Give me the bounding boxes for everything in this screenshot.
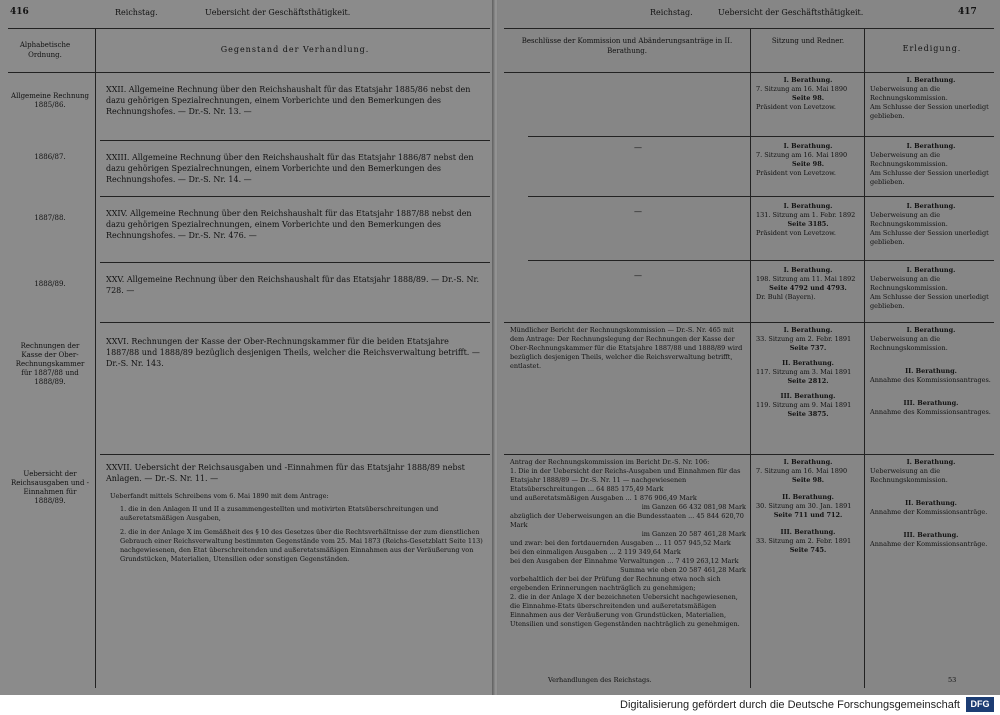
rule [100, 322, 490, 323]
col-head-done: Erledigung. [902, 44, 962, 53]
rule [100, 454, 490, 455]
rule [8, 28, 490, 29]
done-cell: I. Berathung. Ueberweisung an die Rechnungskommission. II. Berathung. Annahme des Kommissionsantrages. III. Berathung. Annahme des Kommissionsantrages. [870, 326, 991, 416]
row-label: 1888/89. [34, 280, 66, 288]
row-text: XXII. Allgemeine Rechnung über den Reichshaushalt für das Etatsjahr 1885/86 nebst den dazu gehörigen Spezialrechnungen, einem Vorberichte und den Bemerkungen des Rechnungshofes. — Dr.-S. Nr. 13. — [106, 85, 471, 116]
row-text: XXIII. Allgemeine Rechnung über den Reichshaushalt für das Etatsjahr 1886/87 nebst den dazu gehörigen Spezialrechnungen, einem Vorberichte und den Bemerkungen des Rechnungshofes. — Dr.-S. Nr. 14. — [106, 153, 474, 184]
right-header-left: Reichstag. [650, 8, 693, 17]
resolution-cell: Mündlicher Bericht der Rechnungskommission — Dr.-S. Nr. 465 mit dem Antrage: Der Rechnungslegung der Rechnungen der Kasse der Ober-Rechnungskammer für die Etatsjahre 1887/88 und 1888/89 wird bezüglich desjenigen Theils, welcher die Reichsverwaltung betrifft, entlastet. [510, 326, 743, 370]
rule [504, 454, 994, 455]
done-cell: I. Berathung. Ueberweisung an die Rechnungskommission. Am Schlusse der Session unerledigt geblieben. [870, 266, 989, 310]
done-cell: I. Berathung. Ueberweisung an die Rechnungskommission. II. Berathung. Annahme der Kommissionsanträge. III. Berathung. Annahme der Kommissionsanträge. [870, 458, 988, 548]
rule [528, 136, 994, 137]
column-divider [750, 28, 751, 688]
row-item: 2. die in der Anlage X im Gemäßheit des § 10 des Gesetzes über die Rechtsverhältnisse der zum dienstlichen Gebrauch einer Reichsverwaltung bestimmten Gegenstände vom 25. Mai 1873 (Reichs-Gesetzblatt Seite 113) nachgewiesenen, den Etat überschreitenden und außeretatsmäßigen Einnahmen aus der Veräußerung von Grundstücken, Materialien, Utensilien oder sonstigen Gegenständen. [120, 528, 483, 563]
left-page [0, 0, 495, 695]
row-text: XXVII. Uebersicht der Reichsausgaben und -Einnahmen für das Etatsjahr 1888/89 nebst Anlagen. — Dr.-S. Nr. 11. — [106, 463, 465, 483]
row-item: 1. die in den Anlagen II und II a zusammengestellten und motivirten Etatsüberschreitungen und außeretatsmäßigen Ausgaben, [120, 505, 439, 522]
col-head-subject: Gegenstand der Verhandlung. [220, 45, 370, 54]
session-cell: I. Berathung. 7. Sitzung am 16. Mai 1890 Seite 98. Präsident von Levetzow. [756, 76, 848, 111]
row-label: Rechnungen der Kasse der Ober-Rechnungskammer für 1887/88 und 1888/89. [15, 342, 85, 386]
left-header-center: Uebersicht der Geschäftsthätigkeit. [205, 8, 351, 17]
dfg-logo: DFG [966, 697, 994, 712]
resolution-cell: Antrag der Rechnungskommission im Bericht Dr.-S. Nr. 106: 1. Die in der Uebersicht der Reichs-Ausgaben und Einnahmen für das Etatsjahr 1888/89 — Dr.-S. Nr. 11 — nachgewiesenen Etatsüberschreitungen ... 64 885 175,49 Mark und außeretatsmäßigen Ausgaben ... 1 876 906,49 Mark im Ganzen 66 432 081,98 Mark abzüglich der Ueberweisungen an die Bundesstaaten ... 45 844 620,70 Mark im Ganzen 20 587 461,28 Mark und zwar: bei den fortdauernden Ausgaben ... 11 057 945,52 Mark bei den einmaligen Ausgaben ... 2 119 349,64 Mark bei den Ausgaben der Einnahme Verwaltungen ... 7 419 263,12 Mark Summa wie oben 20 587 461,28 Mark vorbehaltlich der bei der Prüfung der Rechnung etwa noch sich ergebenden Erinnerungen nachträglich zu genehmigen; 2. die in der Anlage X der bezeichneten Uebersicht nachgewiesenen, die Einnahme-Etats überschreitenden und außeretatsmäßigen Einnahmen aus der Veräußerung von Grundstücken, Materialien, Utensilien und sonstigen Gegenständen nachträglich zu genehmigen. [510, 458, 746, 628]
session-cell: I. Berathung. 33. Sitzung am 2. Febr. 1891 Seite 737. II. Berathung. 117. Sitzung am 3. Mai 1891 Seite 2812. III. Berathung. 119. Sitzung am 9. Mai 1891 Seite 3875. [756, 326, 852, 418]
rule [504, 72, 994, 73]
row-label: Allgemeine Rechnung 1885/86. [11, 92, 89, 109]
session-cell: I. Berathung. 7. Sitzung am 16. Mai 1890 Seite 98. Präsident von Levetzow. [756, 142, 848, 177]
rule [504, 28, 994, 29]
left-header-left: Reichstag. [115, 8, 158, 17]
done-cell: I. Berathung. Ueberweisung an die Rechnungskommission. Am Schlusse der Session unerledigt geblieben. [870, 76, 989, 120]
dash: — [634, 143, 642, 152]
rule [528, 260, 994, 261]
digitization-footer [0, 695, 1000, 715]
right-page [498, 0, 1000, 695]
row-text: XXIV. Allgemeine Rechnung über den Reichshaushalt für das Etatsjahr 1887/88 nebst den dazu gehörigen Spezialrechnungen, einem Vorberichte und den Bemerkungen des Rechnungshofes. — Dr.-S. Nr. 476. — [106, 209, 472, 240]
col-head-order: Alphabetische Ordnung. [19, 41, 71, 59]
session-cell: I. Berathung. 7. Sitzung am 16. Mai 1890 Seite 98. II. Berathung. 30. Sitzung am 30. Jan. 1891 Seite 711 und 712. III. Berathung. 33. Sitzung am 2. Febr. 1891 Seite 745. [756, 458, 852, 554]
right-header-center: Uebersicht der Geschäftsthätigkeit. [718, 8, 864, 17]
dash: — [634, 207, 642, 216]
row-label: 1886/87. [34, 153, 66, 161]
dash: — [634, 271, 642, 280]
rule [100, 140, 490, 141]
signature-mark: 53 [948, 676, 957, 684]
session-cell: I. Berathung. 198. Sitzung am 11. Mai 1892 Seite 4792 und 4793. Dr. Buhl (Bayern). [756, 266, 856, 301]
rule [100, 262, 490, 263]
col-head-resolutions: Beschlüsse der Kommission und Abänderungsanträge in II. Berathung. [521, 37, 733, 55]
rule [528, 196, 994, 197]
rule [8, 72, 490, 73]
row-label: 1887/88. [34, 214, 66, 222]
column-divider [95, 28, 96, 688]
row-note: Ueberfandt mittels Schreibens vom 6. Mai 1890 mit dem Antrage: [110, 492, 329, 500]
session-cell: I. Berathung. 131. Sitzung am 1. Febr. 1892 Seite 3185. Präsident von Levetzow. [756, 202, 856, 237]
row-text: XXV. Allgemeine Rechnung über den Reichshaushalt für das Etatsjahr 1888/89. — Dr.-S. Nr. 728. — [106, 275, 479, 295]
col-head-session: Sitzung und Redner. [771, 37, 845, 45]
left-page-number: 416 [10, 7, 29, 17]
row-text: XXVI. Rechnungen der Kasse der Ober-Rechnungskammer für die beiden Etatsjahre 1887/88 und 1888/89 bezüglich desjenigen Theils, welcher die Reichsverwaltung betrifft. — Dr.-S. Nr. 143. [106, 337, 480, 368]
rule [504, 322, 994, 323]
footer-credit: Digitalisierung gefördert durch die Deutsche Forschungsgemeinschaft [620, 699, 960, 711]
rule [100, 196, 490, 197]
right-page-number: 417 [958, 7, 977, 17]
done-cell: I. Berathung. Ueberweisung an die Rechnungskommission. Am Schlusse der Session unerledigt geblieben. [870, 202, 989, 246]
done-cell: I. Berathung. Ueberweisung an die Rechnungskommission. Am Schlusse der Session unerledigt geblieben. [870, 142, 989, 186]
row-label: Uebersicht der Reichsausgaben und -Einnahmen für 1888/89. [10, 470, 90, 505]
page-footer-note: Verhandlungen des Reichstags. [548, 676, 652, 684]
column-divider [864, 28, 865, 688]
